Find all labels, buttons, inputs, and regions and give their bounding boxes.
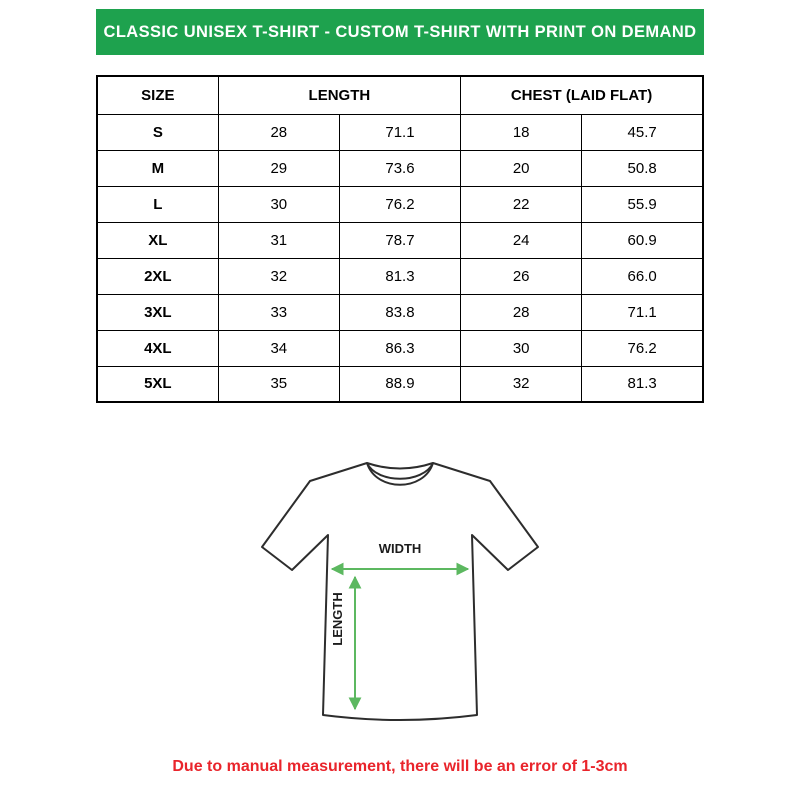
measurement-diagram: [0, 447, 800, 742]
table-row: [97, 114, 703, 150]
table-row: [97, 150, 703, 186]
measurement-cell: 78.7: [339, 222, 460, 258]
measurement-cell: 45.7: [582, 114, 703, 150]
column-header-chest: CHEST (LAID FLAT): [461, 76, 703, 114]
table-row: [97, 330, 703, 366]
measurement-cell: 18: [461, 114, 582, 150]
measurement-cell: 32: [461, 366, 582, 402]
tshirt-outline: [262, 463, 538, 720]
table-row: [97, 186, 703, 222]
size-cell: M: [97, 150, 218, 186]
size-cell: XL: [97, 222, 218, 258]
measurement-cell: 35: [218, 366, 339, 402]
length-label: LENGTH: [330, 592, 345, 646]
measurement-cell: 30: [461, 330, 582, 366]
measurement-cell: 86.3: [339, 330, 460, 366]
size-cell: S: [97, 114, 218, 150]
measurement-cell: 76.2: [582, 330, 703, 366]
size-table-body: [97, 114, 703, 402]
measurement-cell: 50.8: [582, 150, 703, 186]
measurement-cell: 71.1: [339, 114, 460, 150]
measurement-cell: 34: [218, 330, 339, 366]
measurement-cell: 28: [218, 114, 339, 150]
width-label: WIDTH: [378, 541, 422, 556]
size-cell: 2XL: [97, 258, 218, 294]
size-cell: 4XL: [97, 330, 218, 366]
table-row: [97, 366, 703, 402]
measurement-cell: 71.1: [582, 294, 703, 330]
measurement-cell: 29: [218, 150, 339, 186]
measurement-cell: 26: [461, 258, 582, 294]
size-cell: 5XL: [97, 366, 218, 402]
measurement-cell: 55.9: [582, 186, 703, 222]
column-header-length: LENGTH: [218, 76, 460, 114]
measurement-cell: 81.3: [582, 366, 703, 402]
measurement-cell: 60.9: [582, 222, 703, 258]
measurement-cell: 33: [218, 294, 339, 330]
measurement-cell: 81.3: [339, 258, 460, 294]
measurement-cell: 66.0: [582, 258, 703, 294]
size-cell: L: [97, 186, 218, 222]
measurement-cell: 24: [461, 222, 582, 258]
table-row: [97, 258, 703, 294]
measurement-cell: 22: [461, 186, 582, 222]
title-banner: [96, 9, 704, 55]
measurement-note: Due to manual measurement, there will be an error of 1-3cm: [172, 758, 628, 775]
column-header-size: SIZE: [97, 76, 218, 114]
measurement-cell: 83.8: [339, 294, 460, 330]
page-title: CLASSIC UNISEX T-SHIRT - CUSTOM T-SHIRT WITH PRINT ON DEMAND: [103, 22, 697, 41]
measurement-cell: 76.2: [339, 186, 460, 222]
measurement-cell: 30: [218, 186, 339, 222]
measurement-cell: 73.6: [339, 150, 460, 186]
measurement-cell: 88.9: [339, 366, 460, 402]
size-table-header: [97, 76, 703, 114]
tshirt-diagram: [250, 447, 550, 742]
table-row: [97, 294, 703, 330]
size-table: [96, 75, 704, 403]
measurement-cell: 20: [461, 150, 582, 186]
measurement-cell: 28: [461, 294, 582, 330]
size-cell: 3XL: [97, 294, 218, 330]
measurement-cell: 32: [218, 258, 339, 294]
header-row: [97, 76, 703, 114]
table-row: [97, 222, 703, 258]
measurement-cell: 31: [218, 222, 339, 258]
